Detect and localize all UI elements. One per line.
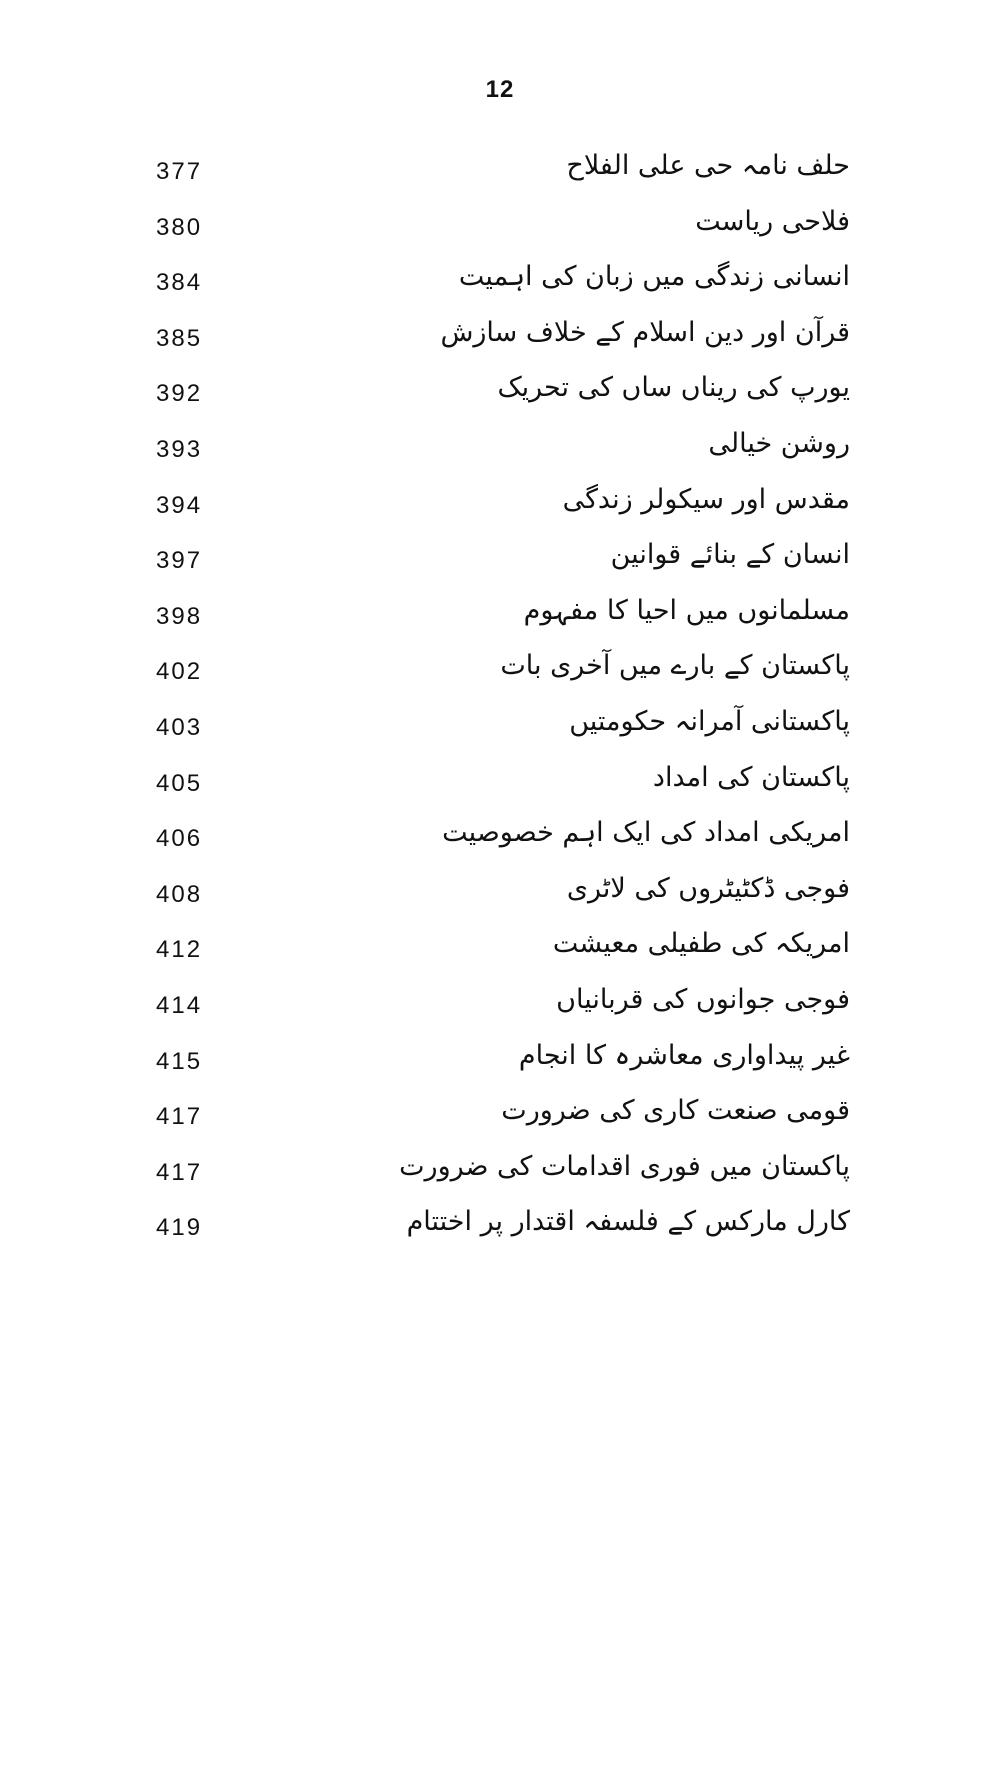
toc-row	[150, 760, 850, 816]
toc-row	[150, 204, 850, 260]
toc-row	[150, 1093, 850, 1149]
toc-entry-page: 397	[156, 547, 203, 575]
toc-entry-title: انسانی زندگی میں زبان کی اہمیت	[458, 261, 850, 293]
toc-entry-title: امریکہ کی طفیلی معیشت	[552, 928, 850, 960]
toc-entry-page: 392	[156, 380, 203, 408]
toc-entry-page: 377	[156, 158, 203, 185]
toc-row	[150, 593, 850, 649]
toc-row	[150, 648, 850, 704]
toc-entry-page: 417	[156, 1158, 203, 1186]
toc-entry-page: 384	[156, 269, 203, 297]
toc-entry-page: 394	[156, 491, 203, 519]
toc-row	[150, 148, 850, 204]
toc-entry-page: 403	[156, 713, 203, 741]
toc-entry-page: 385	[156, 324, 203, 352]
toc-row	[150, 871, 850, 927]
toc-entry-title: فوجی جوانوں کی قربانیاں	[556, 983, 850, 1015]
toc-row	[150, 537, 850, 593]
toc-entry-page: 380	[156, 213, 203, 241]
toc-entry-title: پاکستان میں فوری اقدامات کی ضرورت	[399, 1150, 850, 1182]
toc-entry-page: 408	[156, 880, 203, 908]
toc-row	[150, 370, 850, 426]
toc-row	[150, 1204, 850, 1260]
toc-entry-page: 402	[156, 658, 203, 686]
toc-entry-title: غیر پیداواری معاشرہ کا انجام	[518, 1039, 850, 1071]
toc-row	[150, 259, 850, 315]
toc-entry-page: 398	[156, 602, 203, 630]
toc-row	[150, 482, 850, 538]
toc-row	[150, 315, 850, 371]
page-number: 12	[485, 76, 515, 103]
toc-entry-title: امریکی امداد کی ایک اہم خصوصیت	[442, 817, 850, 849]
toc-row	[150, 815, 850, 871]
toc-entry-title: فوجی ڈکٹیٹروں کی لاٹری	[566, 872, 850, 904]
toc-row	[150, 704, 850, 760]
toc-row	[150, 1038, 850, 1094]
table-of-contents	[150, 148, 850, 1260]
toc-entry-title: قومی صنعت کاری کی ضرورت	[501, 1095, 850, 1127]
toc-entry-title: مسلمانوں میں احیا کا مفہوم	[523, 594, 850, 626]
toc-entry-page: 417	[156, 1103, 203, 1131]
toc-entry-title: روشن خیالی	[708, 427, 850, 459]
toc-entry-page: 405	[156, 769, 203, 797]
toc-row	[150, 982, 850, 1038]
toc-entry-title: قرآن اور دین اسلام کے خلاف سازش	[440, 316, 850, 348]
toc-entry-page: 414	[156, 991, 203, 1019]
toc-entry-title: انسان کے بنائے قوانین	[610, 539, 850, 571]
toc-entry-title: حلف نامہ حی علی الفلاح	[566, 150, 850, 181]
toc-entry-page: 412	[156, 936, 203, 964]
toc-entry-title: پاکستانی آمرانہ حکومتیں	[569, 705, 850, 737]
toc-entry-page: 406	[156, 825, 203, 853]
toc-entry-title: یورپ کی ریناں ساں کی تحریک	[497, 372, 850, 404]
toc-entry-title: پاکستان کے بارے میں آخری بات	[500, 650, 850, 682]
toc-row	[150, 426, 850, 482]
toc-entry-page: 393	[156, 435, 203, 463]
toc-row	[150, 1149, 850, 1205]
toc-entry-title: فلاحی ریاست	[695, 205, 850, 237]
toc-entry-title: پاکستان کی امداد	[652, 761, 850, 793]
toc-row	[150, 926, 850, 982]
toc-entry-page: 415	[156, 1047, 203, 1075]
toc-entry-page: 419	[156, 1214, 203, 1242]
toc-entry-title: کارل مارکس کے فلسفہ اقتدار پر اختتام	[406, 1206, 850, 1238]
toc-entry-title: مقدس اور سیکولر زندگی	[562, 483, 850, 515]
